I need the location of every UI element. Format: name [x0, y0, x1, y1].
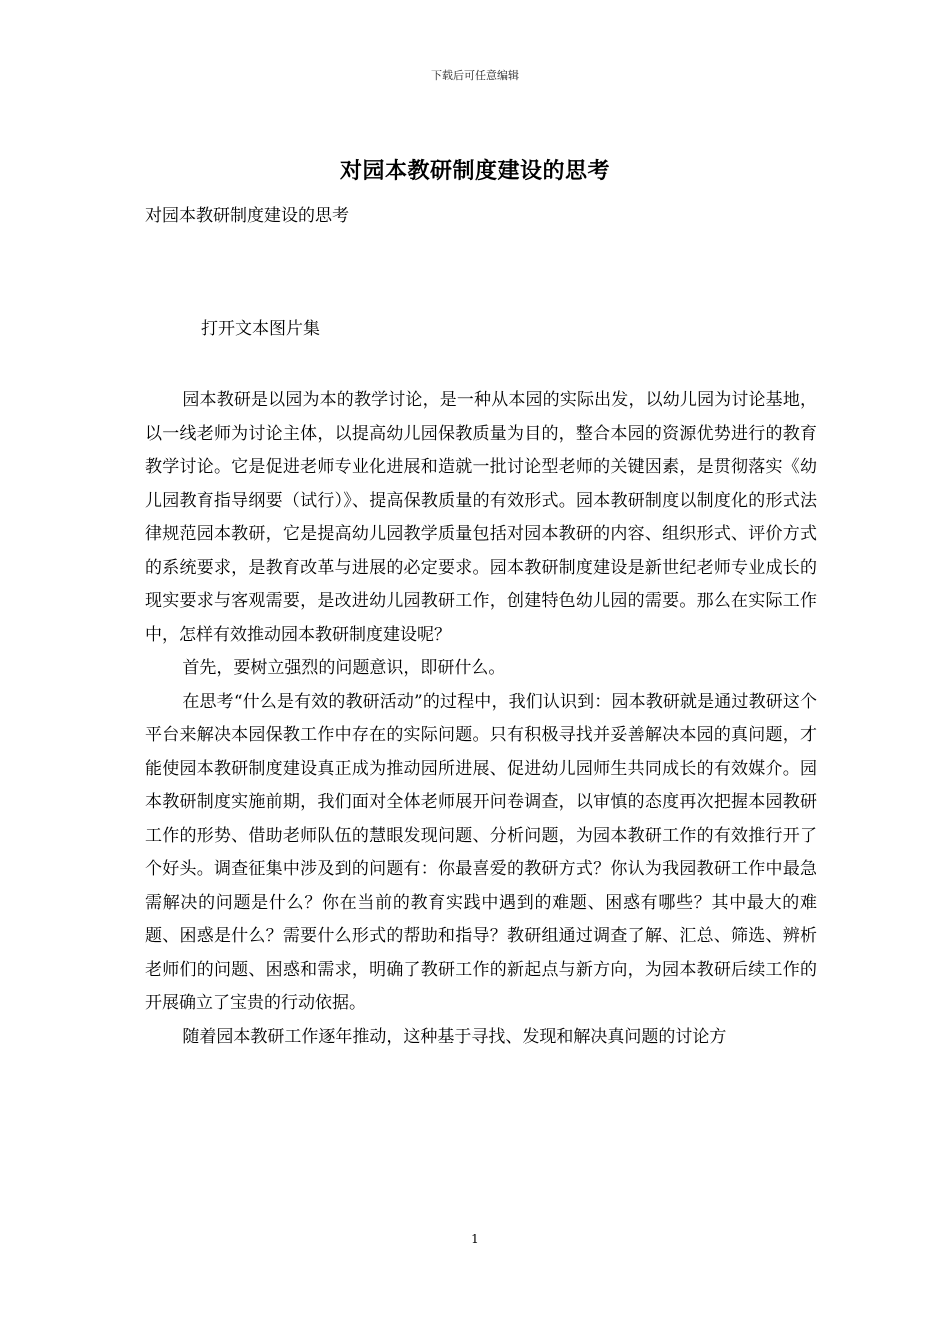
paragraph: 在思考“什么是有效的教研活动”的过程中，我们认识到：园本教研就是通过教研这个平台来解决本园保教工作中存在的实际问题。只有积极寻找并妥善解决本园的真问题，才能使园本教研制度建设真正成为推动园所进展、促进幼儿园师生共同成长的有效媒介。园本教研制度实施前期，我们面对全体老师展开问卷调查，以审慎的态度再次把握本园教研工作的形势、借助老师队伍的慧眼发现问题、分析问题，为园本教研工作的有效推行开了个好头。调查征集中涉及到的问题有：你最喜爱的教研方式？你认为我园教研工作中最急需解决的问题是什么？你在当前的教育实践中遇到的难题、困惑有哪些？其中最大的难题、困惑是什么？需要什么形式的帮助和指导？教研组通过调查了解、汇总、筛选、辨析老师们的问题、困惑和需求，明确了教研工作的新起点与新方向，为园本教研后续工作的开展确立了宝贵的行动依据。: [145, 691, 817, 1013]
document-body: [145, 384, 817, 1054]
document-title: 对园本教研制度建设的思考: [339, 158, 610, 184]
paragraph: 首先，要树立强烈的问题意识，即研什么。: [182, 658, 506, 678]
paragraph: 随着园本教研工作逐年推动，这种基于寻找、发现和解决真问题的讨论方: [182, 1026, 727, 1047]
page-number: 1: [471, 1232, 479, 1246]
open-image-set-link[interactable]: 打开文本图片集: [201, 319, 320, 339]
document-subtitle: 对园本教研制度建设的思考: [145, 206, 349, 226]
header-note: 下载后可任意编辑: [431, 69, 519, 82]
paragraph: 园本教研是以园为本的教学讨论，是一种从本园的实际出发，以幼儿园为讨论基地，以一线老师为讨论主体，以提高幼儿园保教质量为目的，整合本园的资源优势进行的教育教学讨论。它是促进老师专业化进展和造就一批讨论型老师的关键因素，是贯彻落实《幼儿园教育指导纲要（试行）》、提高保教质量的有效形式。园本教研制度以制度化的形式法律规范园本教研，它是提高幼儿园教学质量包括对园本教研的内容、组织形式、评价方式的系统要求，是教育改革与进展的必定要求。园本教研制度建设是新世纪老师专业成长的现实要求与客观需要，是改进幼儿园教研工作，创建特色幼儿园的需要。那么在实际工作中，怎样有效推动园本教研制度建设呢？: [145, 390, 817, 645]
